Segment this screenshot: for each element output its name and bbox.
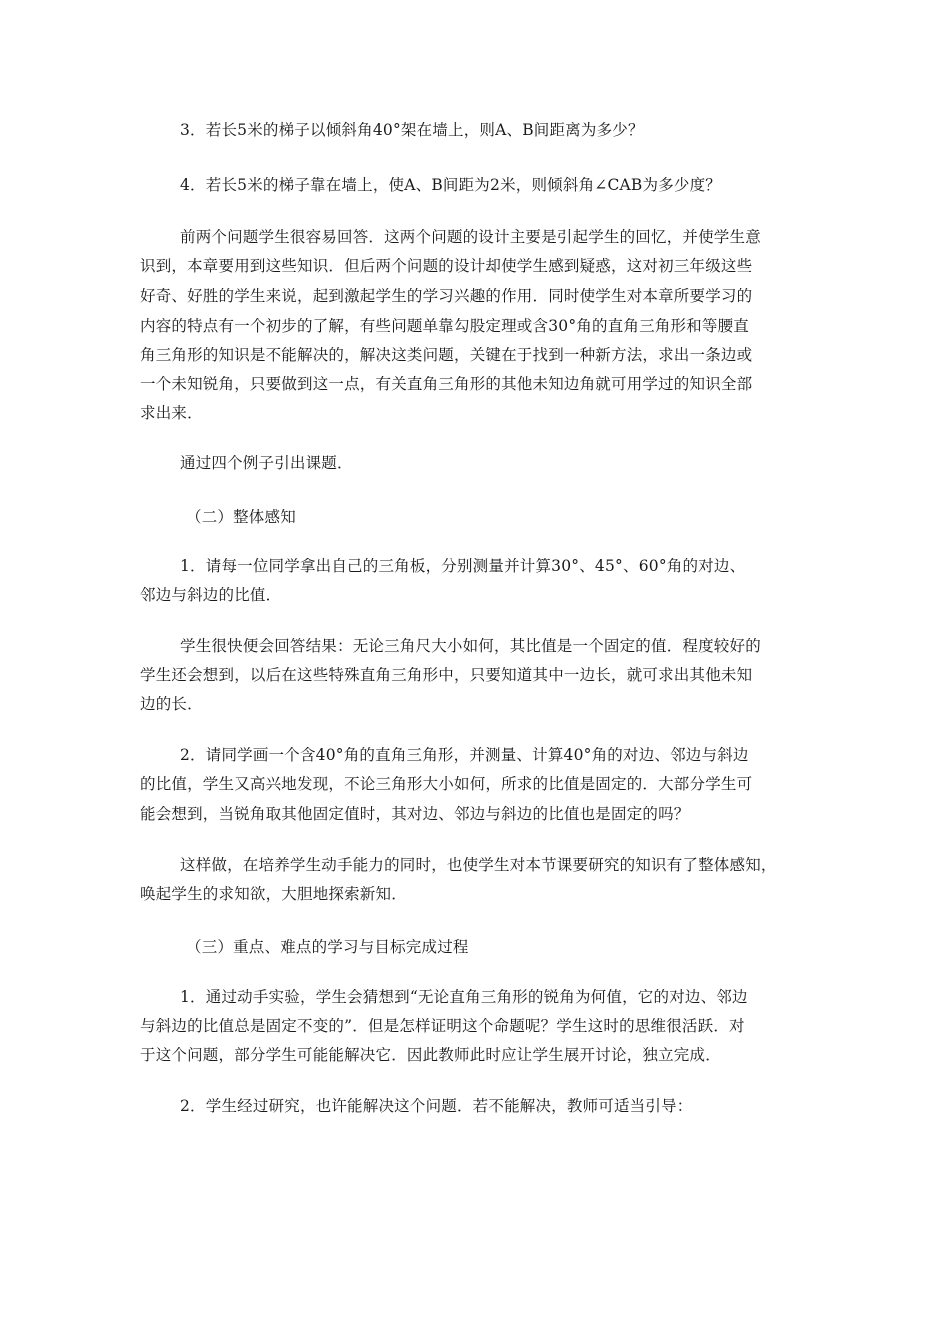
paragraph-line: 边的长． — [140, 695, 203, 713]
paragraph-line: 一个未知锐角，只要做到这一点，有关直角三角形的其他未知边角就可用学过的知识全部 — [140, 375, 753, 393]
paragraph-line: 2．请同学画一个含40°角的直角三角形，并测量、计算40°角的对边、邻边与斜边 — [180, 746, 749, 764]
paragraph-line: 唤起学生的求知欲，大胆地探索新知． — [140, 885, 407, 903]
paragraph-line: 1．通过动手实验，学生会猜想到“无论直角三角形的锐角为何值，它的对边、邻边 — [180, 988, 748, 1006]
paragraph-line: 学生还会想到，以后在这些特殊直角三角形中，只要知道其中一边长，就可求出其他未知 — [140, 666, 753, 684]
paragraph-line: 好奇、好胜的学生来说，起到激起学生的学习兴趣的作用．同时使学生对本章所要学习的 — [140, 287, 753, 305]
paragraph-line: 角三角形的知识是不能解决的，解决这类问题，关键在于找到一种新方法，求出一条边或 — [140, 346, 753, 364]
paragraph-line: 通过四个例子引出课题． — [180, 454, 353, 472]
paragraph-line: 这样做，在培养学生动手能力的同时，也使学生对本节课要研究的知识有了整体感知， — [180, 856, 777, 874]
paragraph-line: 2．学生经过研究，也许能解决这个问题．若不能解决，教师可适当引导： — [180, 1097, 693, 1115]
paragraph-line: 1．请每一位同学拿出自己的三角板，分别测量并计算30°、45°、60°角的对边、 — [180, 557, 746, 575]
paragraph-line: 能会想到，当锐角取其他固定值时，其对边、邻边与斜边的比值也是固定的吗？ — [140, 805, 690, 823]
section-heading: （三）重点、难点的学习与目标完成过程 — [186, 938, 469, 956]
paragraph-line: 前两个问题学生很容易回答．这两个问题的设计主要是引起学生的回忆，并使学生意 — [180, 228, 761, 246]
paragraph-line: 求出来． — [140, 404, 203, 422]
paragraph-line: 的比值，学生又高兴地发现，不论三角形大小如何，所求的比值是固定的．大部分学生可 — [140, 775, 753, 793]
paragraph-line: 与斜边的比值总是固定不变的”．但是怎样证明这个命题呢？学生这时的思维很活跃．对 — [140, 1017, 745, 1035]
question-3: 3．若长5米的梯子以倾斜角40°架在墙上，则A、B间距离为多少？ — [180, 121, 644, 139]
paragraph-line: 识到，本章要用到这些知识．但后两个问题的设计却使学生感到疑惑，这对初三年级这些 — [140, 257, 753, 275]
question-4: 4．若长5米的梯子靠在墙上，使A、B间距为2米，则倾斜角∠CAB为多少度？ — [180, 176, 722, 194]
paragraph-line: 学生很快便会回答结果：无论三角尺大小如何，其比值是一个固定的值．程度较好的 — [180, 637, 761, 655]
section-heading: （二）整体感知 — [186, 508, 296, 526]
paragraph-line: 邻边与斜边的比值． — [140, 586, 282, 604]
paragraph-line: 内容的特点有一个初步的了解，有些问题单靠勾股定理或含30°角的直角三角形和等腰直 — [140, 317, 749, 335]
paragraph-line: 于这个问题，部分学生可能能解决它．因此教师此时应让学生展开讨论，独立完成． — [140, 1046, 721, 1064]
